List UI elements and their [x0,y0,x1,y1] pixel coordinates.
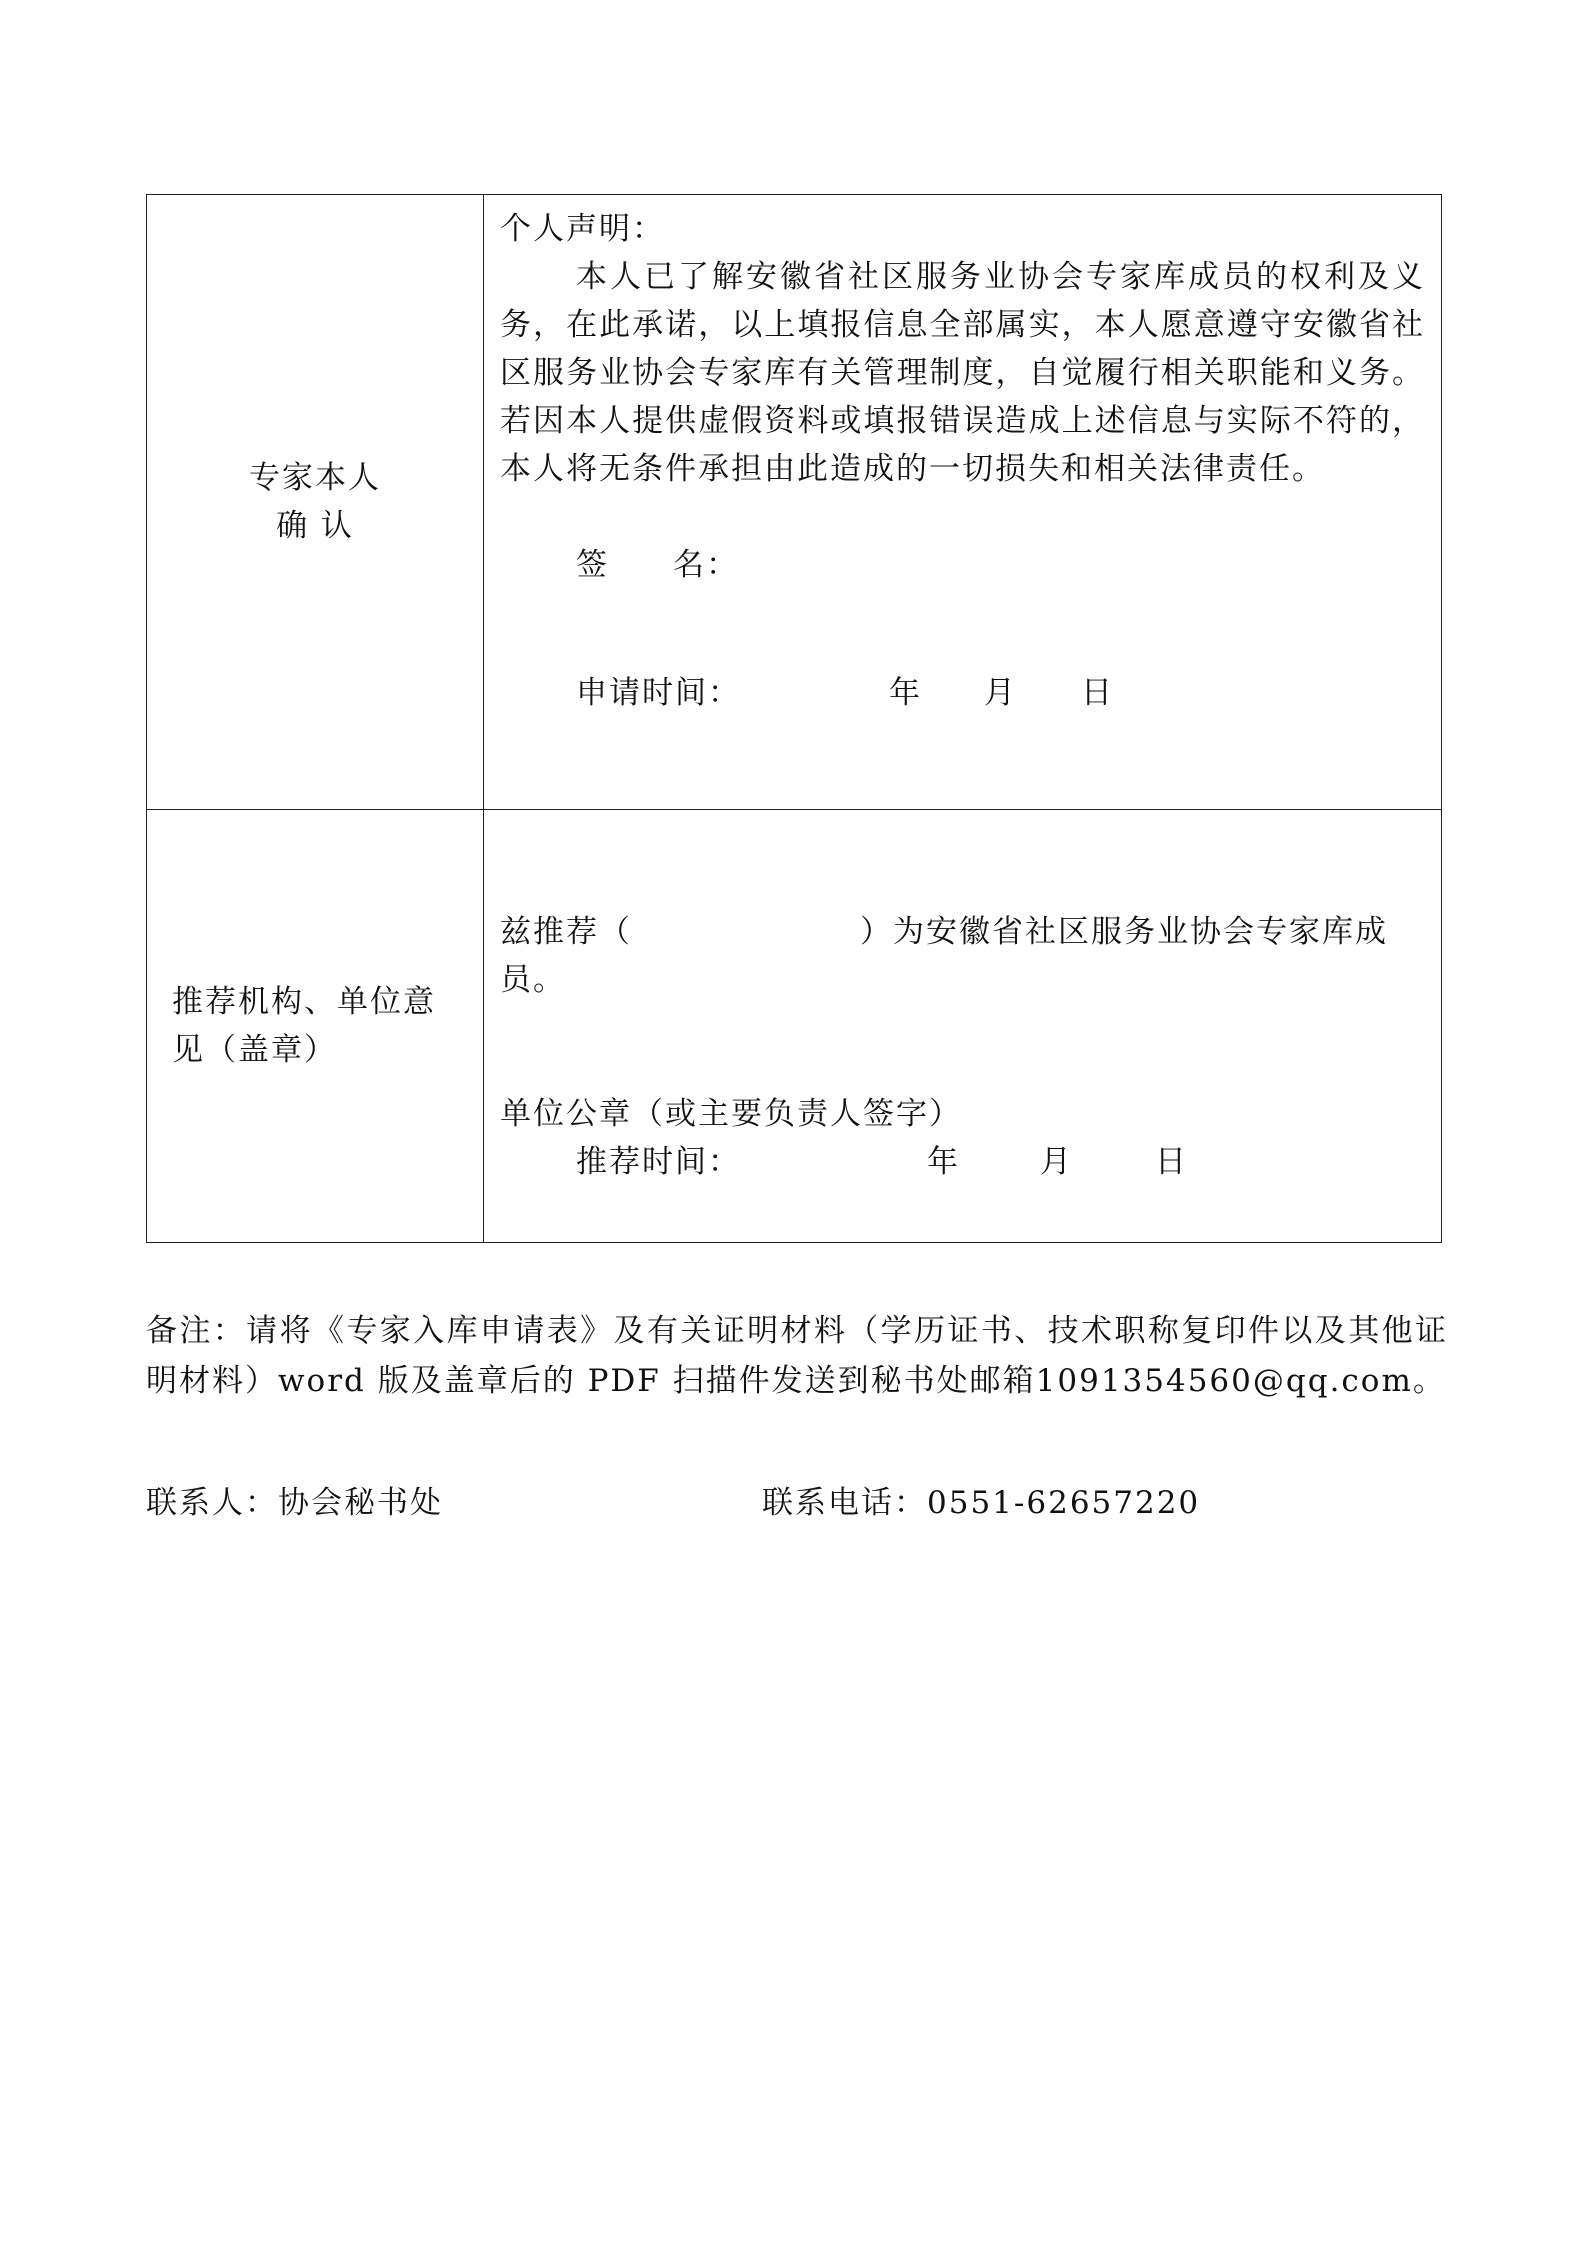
recommend-suffix: ）为安徽省社区服务业协会专家库成员。 [500,914,1388,998]
declaration-cell [484,195,1442,810]
recommend-label-cell [147,810,484,1243]
recommend-date-label: 推荐时间： [576,1144,741,1180]
recommend-content [484,810,1441,1252]
recommend-statement [500,908,1425,1004]
application-date-label: 申请时间： [576,675,741,711]
signature-label-a: 签 [576,547,609,583]
contact-phone: 联系电话：0551-62657220 [762,1485,1201,1521]
recommend-cell [484,810,1442,1243]
recommend-prefix: 兹推荐（ [500,914,632,950]
recommend-label [158,978,472,1074]
recommend-date-day: 日 [1155,1144,1188,1180]
application-date-month: 月 [984,675,1017,711]
signature-label-b: 名： [673,547,739,583]
application-date-line [500,669,1425,717]
contact-person: 联系人：协会秘书处 [146,1485,443,1521]
declaration-title: 个人声明： [500,211,665,247]
application-date-year: 年 [889,675,922,711]
recommend-label-line2: 见（盖章） [172,1032,337,1068]
confirm-label-cell [147,195,484,810]
contacts-line [146,1478,1448,1528]
seal-label: 单位公章（或主要负责人签字） [500,1096,962,1132]
recommend-date-month: 月 [1040,1144,1073,1180]
confirm-row [147,195,1442,810]
notes-paragraph: 备注：请将《专家入库申请表》及有关证明材料（学历证书、技术职称复印件以及其他证明材料）word 版及盖章后的 PDF 扫描件发送到秘书处邮箱1091354560@qq.com。 [146,1313,1448,1399]
declaration-content [484,195,1441,819]
declaration-body: 本人已了解安徽省社区服务业协会专家库成员的权利及义务，在此承诺，以上填报信息全部属实，本人愿意遵守安徽省社区服务业协会专家库有关管理制度，自觉履行相关职能和义务。若因本人提供虚假资料或填报错误造成上述信息与实际不符的，本人将无条件承担由此造成的一切损失和相关法律责任。 [500,259,1425,487]
application-form-table [146,194,1442,1243]
recommend-date-line [500,1138,1425,1186]
confirm-label [249,454,381,550]
confirm-label-line2: 确 认 [276,508,354,544]
recommend-row [147,810,1442,1243]
confirm-label-line1: 专家本人 [249,460,381,496]
signature-line [500,541,1425,589]
recommend-date-year: 年 [927,1144,960,1180]
recommend-label-line1: 推荐机构、单位意 [172,984,436,1020]
application-date-day: 日 [1081,675,1114,711]
